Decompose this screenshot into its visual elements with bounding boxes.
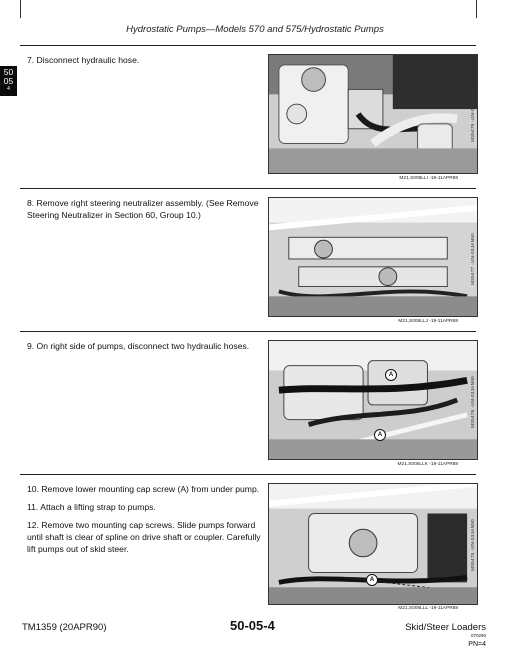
step-photo [268,483,478,605]
step-section [20,45,476,186]
figure-code: M35477 -UN-03JAN90 [470,233,475,285]
cap-screw-photo-illustration [269,484,477,604]
step-photo [268,54,478,174]
section-tab [0,66,17,96]
section-tab-line: 50 [3,67,14,77]
section-tab-line: 4 [7,86,10,92]
footer-page-code: PN=4 [468,641,486,648]
figure-code: M35475 -UN-03JAN90 [470,519,475,571]
step-photo [268,340,478,460]
step-instructions [27,197,262,227]
photo-reference: M21,S005LLJ -19-11APR88 [398,319,458,324]
photo-reference: M21,S005LLK -19-11APR88 [397,462,458,467]
figure-code: M35478 -UN-03JAN90 [470,90,475,142]
left-margin-rule [20,0,21,18]
step-photo [268,197,478,317]
step-paragraph: 8. Remove right steering neutralizer assembly. (See Remove Steering Neutralizer in Section 60, Group 10.) [27,198,259,220]
step-paragraph: 12. Remove two mounting cap screws. Slide pumps forward until shaft is clear of spline on drive shaft or coupler. Carefully lift pumps out of skid steer. [27,520,261,554]
step-section [20,188,476,329]
callout-a: A [374,429,386,441]
pump-photo-illustration [269,55,477,173]
step-paragraph: 9. On right side of pumps, disconnect two hydraulic hoses. [27,341,250,351]
step-section [20,331,476,472]
photo-reference: M21,S005LLI -19-11APR88 [399,176,458,181]
step-section [20,474,476,615]
step-instructions [27,54,262,72]
step-instructions [27,340,262,358]
step-paragraph: 10. Remove lower mounting cap screw (A) from under pump. [27,484,260,494]
step-paragraph: 7. Disconnect hydraulic hose. [27,55,140,65]
figure-code: M35476 -UN-03JAN90 [470,376,475,428]
callout-a: A [366,574,378,586]
step-instructions [27,483,262,561]
step-paragraph: 11. Attach a lifting strap to pumps. [27,502,156,512]
photo-reference: M21,S005LLL -19-11APR88 [398,606,458,611]
product-name: Skid/Steer Loaders [405,622,486,633]
footer-date: 070290 [470,633,486,638]
section-tab-line: 05 [3,76,14,86]
manual-number: TM1359 (20APR90) [22,622,107,633]
callout-a: A [385,369,397,381]
page-header: Hydrostatic Pumps—Models 570 and 575/Hydrostatic Pumps [126,24,384,35]
neutralizer-photo-illustration [269,198,477,316]
right-margin-rule [476,0,477,18]
hoses-photo-illustration [269,341,477,459]
page-number: 50-05-4 [230,618,275,633]
